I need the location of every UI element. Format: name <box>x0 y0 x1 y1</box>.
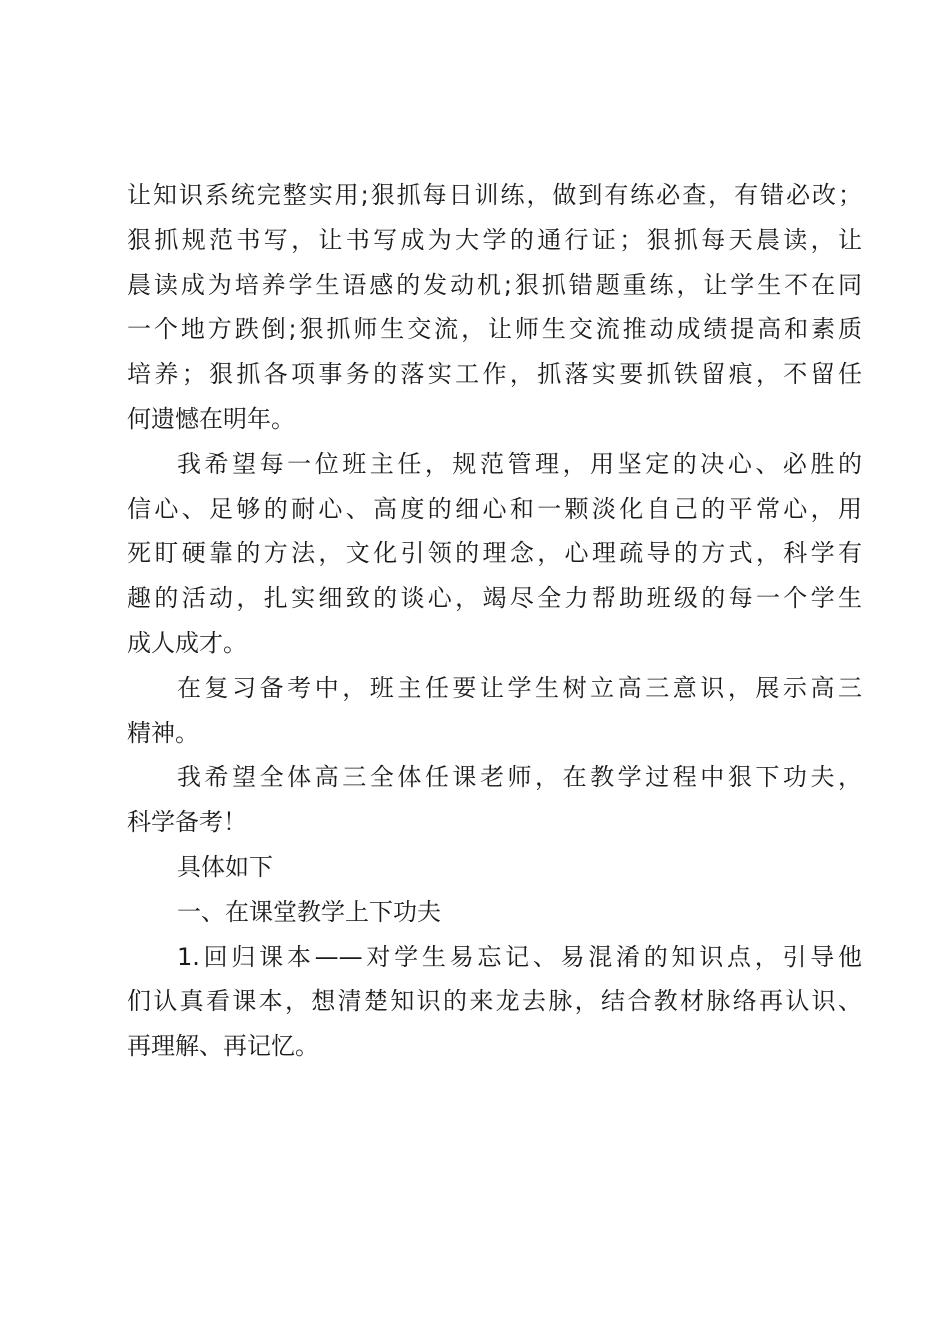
text-line: 晨读成为培养学生语感的发动机;狠抓错题重练，让学生不在同 <box>127 270 862 299</box>
text-line: 让知识系统完整实用;狠抓每日训练，做到有练必查，有错必改； <box>127 181 862 209</box>
text-line: 一个地方跌倒;狠抓师生交流，让师生交流推动成绩提高和素质 <box>127 315 862 344</box>
text-line: 信心、足够的耐心、高度的细心和一颗淡化自己的平常心，用 <box>127 494 862 523</box>
text-line: 一、在课堂教学上下功夫 <box>177 897 441 926</box>
text-line: 具体如下 <box>177 852 273 881</box>
text-line: 培养；狠抓各项事务的落实工作，抓落实要抓铁留痕，不留任 <box>127 360 862 389</box>
text-line: 我希望全体高三全体任课老师，在教学过程中狠下功夫， <box>177 763 862 792</box>
text-line: 1.回归课本——对学生易忘记、易混淆的知识点，引导他 <box>177 942 862 971</box>
text-line: 狠抓规范书写，让书写成为大学的通行证；狠抓每天晨读，让 <box>127 225 862 254</box>
text-line: 再理解、再记忆。 <box>127 1032 319 1061</box>
text-line: 死盯硬靠的方法，文化引领的理念，心理疏导的方式，科学有 <box>127 539 862 568</box>
text-line: 精神。 <box>127 718 199 747</box>
document-body <box>127 173 862 1069</box>
text-line: 科学备考！ <box>127 808 247 837</box>
text-line: 在复习备考中，班主任要让学生树立高三意识，展示高三 <box>177 673 862 702</box>
text-line: 成人成才。 <box>127 628 247 657</box>
text-line: 趣的活动，扎实细致的谈心，竭尽全力帮助班级的每一个学生 <box>127 584 862 613</box>
text-line: 何遗憾在明年。 <box>127 404 295 433</box>
text-line: 们认真看课本，想清楚知识的来龙去脉，结合教材脉络再认识、 <box>127 987 862 1016</box>
text-line: 我希望每一位班主任，规范管理，用坚定的决心、必胜的 <box>177 449 862 478</box>
